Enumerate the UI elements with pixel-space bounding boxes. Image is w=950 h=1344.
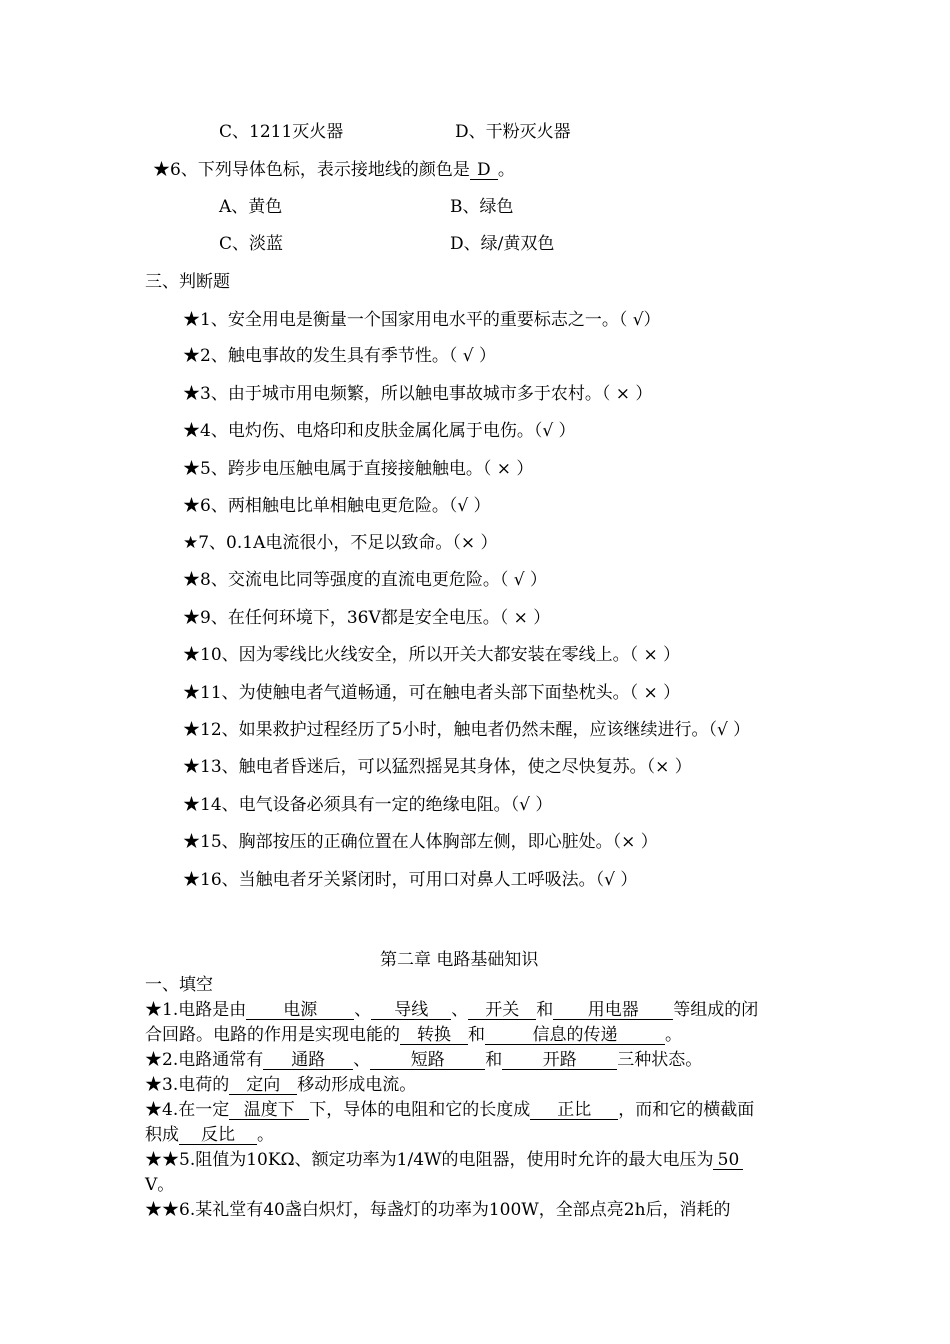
blank-answer: 用电器 <box>553 1001 673 1020</box>
blank-answer: 信息的传递 <box>485 1026 665 1045</box>
fill-item-4: ★4.在一定 温度下 下，导体的电阻和它的长度成 正比 ，而和它的横截面 <box>145 1100 755 1120</box>
question-6: ★6、下列导体色标，表示接地线的颜色是 D 。 <box>153 160 515 180</box>
blank-answer: 正比 <box>530 1101 618 1120</box>
judgment-item: ★4、电灼伤、电烙印和皮肤金属化属于电伤。（√ ） <box>183 421 576 441</box>
chapter-title: 第二章 电路基础知识 <box>380 950 539 970</box>
blank-answer: 导线 <box>371 1001 451 1020</box>
q6-option-b: B、绿色 <box>450 197 514 217</box>
fill-item-6: ★★6.某礼堂有40盏白炽灯，每盏灯的功率为100W，全部点亮2h后，消耗的 <box>145 1200 731 1220</box>
section-title: 三、判断题 <box>145 272 230 292</box>
q6-option-d: D、绿/黄双色 <box>450 234 555 254</box>
q5-option-c: C、1211灭火器 <box>219 122 344 142</box>
judgment-item: ★11、为使触电者气道畅通，可在触电者头部下面垫枕头。（ × ） <box>183 683 681 703</box>
blank-answer: 50 <box>713 1151 743 1170</box>
q5-option-d: D、干粉灭火器 <box>455 122 571 142</box>
question-6-text: 6、下列导体色标，表示接地线的颜色是 <box>170 160 470 180</box>
judgment-item: ★2、触电事故的发生具有季节性。（ √ ） <box>183 346 496 366</box>
fill-item-2: ★2.电路通常有 通路 、 短路 和 开路 三种状态。 <box>145 1050 703 1070</box>
fill-item-1: ★1.电路是由 电源 、 导线 、 开关 和 用电器 等组成的闭 <box>145 1000 759 1020</box>
blank-answer: 定向 <box>229 1076 297 1095</box>
blank-answer: 短路 <box>370 1051 485 1070</box>
judgment-item: ★8、交流电比同等强度的直流电更危险。（ √ ） <box>183 570 547 590</box>
judgment-item: ★7、0.1A电流很小，不足以致命。（× ） <box>183 533 498 553</box>
q6-option-a: A、黄色 <box>219 197 283 217</box>
judgment-item: ★15、胸部按压的正确位置在人体胸部左侧，即心脏处。（× ） <box>183 832 658 852</box>
judgment-item: ★13、触电者昏迷后，可以猛烈摇晃其身体，使之尽快复苏。（× ） <box>183 757 692 777</box>
blank-answer: 转换 <box>400 1026 468 1045</box>
blank-answer: 开关 <box>468 1001 536 1020</box>
blank-answer: 通路 <box>263 1051 353 1070</box>
star-icon: ★ <box>153 160 170 180</box>
fill-item-5-cont: V。 <box>145 1175 175 1195</box>
fill-item-1-cont: 合回路。电路的作用是实现电能的 转换 和 信息的传递 。 <box>145 1025 682 1045</box>
judgment-item: ★5、跨步电压触电属于直接接触触电。（ × ） <box>183 459 534 479</box>
judgment-item: ★16、当触电者牙关紧闭时，可用口对鼻人工呼吸法。（√ ） <box>183 870 638 890</box>
judgment-item: ★3、由于城市用电频繁，所以触电事故城市多于农村。（ × ） <box>183 384 653 404</box>
blank-answer: 开路 <box>502 1051 617 1070</box>
blank-answer: 温度下 <box>229 1101 309 1120</box>
section-title: 一、填空 <box>145 975 213 995</box>
blank-answer: 电源 <box>246 1001 354 1020</box>
judgment-item: ★6、两相触电比单相触电更危险。（√ ） <box>183 496 491 516</box>
judgment-item: ★10、因为零线比火线安全，所以开关大都安装在零线上。（ × ） <box>183 645 681 665</box>
blank-answer: 反比 <box>179 1126 257 1145</box>
fill-item-5: ★★5.阻值为10KΩ、额定功率为1/4W的电阻器，使用时允许的最大电压为 50 <box>145 1150 743 1170</box>
judgment-item: ★12、如果救护过程经历了5小时，触电者仍然未醒，应该继续进行。（√ ） <box>183 720 751 740</box>
judgment-item: ★9、在任何环境下，36V都是安全电压。（ × ） <box>183 608 551 628</box>
fill-item-3: ★3.电荷的 定向 移动形成电流。 <box>145 1075 417 1095</box>
judgment-item: ★14、电气设备必须具有一定的绝缘电阻。（√ ） <box>183 795 553 815</box>
q6-option-c: C、淡蓝 <box>219 234 284 254</box>
judgment-item: ★1、安全用电是衡量一个国家用电水平的重要标志之一。（ √） <box>183 310 661 330</box>
fill-item-4-cont: 积成 反比 。 <box>145 1125 274 1145</box>
question-6-answer: D <box>470 161 498 180</box>
